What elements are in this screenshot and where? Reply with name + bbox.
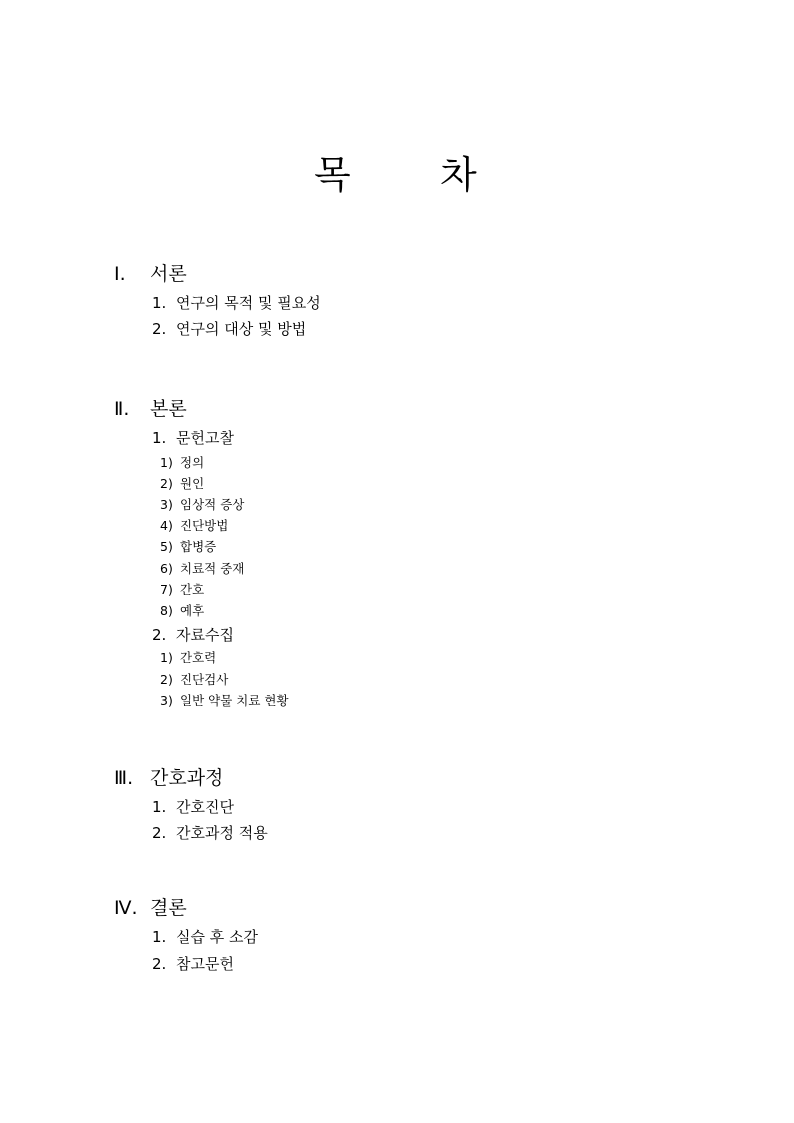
item-number: 8) [160, 603, 173, 618]
item-number: 2) [160, 476, 173, 491]
toc-subsection [152, 796, 234, 818]
section-label: 서론 [150, 263, 187, 285]
subsection-label: 연구의 대상 및 방법 [176, 320, 307, 338]
item-number: 4) [160, 518, 173, 533]
subsection-label: 연구의 목적 및 필요성 [176, 294, 321, 312]
item-label: 진단방법 [180, 518, 229, 533]
item-label: 정의 [180, 455, 205, 470]
subsection-number: 2. [152, 320, 167, 338]
toc-subsection [152, 822, 268, 844]
section-number: Ⅲ. [114, 767, 134, 789]
section-number: Ⅳ. [114, 897, 138, 919]
item-number: 5) [160, 539, 173, 554]
toc-item [160, 496, 244, 514]
item-label: 합병증 [180, 539, 217, 554]
toc-subsection [152, 292, 321, 314]
subsection-number: 2. [152, 955, 167, 973]
toc-item [160, 475, 204, 493]
subsection-number: 1. [152, 928, 167, 946]
item-number: 2) [160, 672, 173, 687]
toc-item [160, 692, 289, 710]
item-number: 1) [160, 650, 173, 665]
item-number: 3) [160, 497, 173, 512]
subsection-label: 실습 후 소감 [176, 928, 258, 946]
section-label: 간호과정 [150, 767, 224, 789]
subsection-number: 1. [152, 429, 167, 447]
toc-subsection [152, 953, 234, 975]
item-label: 임상적 증상 [180, 497, 245, 512]
item-number: 1) [160, 455, 173, 470]
subsection-label: 간호과정 적용 [176, 824, 268, 842]
toc-item [160, 454, 204, 472]
subsection-label: 참고문헌 [176, 955, 234, 973]
section-number: Ⅱ. [114, 398, 130, 420]
toc-title-char-2: 차 [440, 153, 477, 197]
item-number: 6) [160, 561, 173, 576]
toc-subsection [152, 318, 306, 340]
section-label: 본론 [150, 398, 187, 420]
toc-subsection [152, 427, 234, 449]
subsection-label: 문헌고찰 [176, 429, 234, 447]
toc-item [160, 560, 244, 578]
toc-subsection [152, 624, 234, 646]
subsection-label: 간호진단 [176, 798, 234, 816]
item-label: 진단검사 [180, 672, 229, 687]
toc-item [160, 517, 228, 535]
subsection-number: 1. [152, 798, 167, 816]
toc-section-3 [114, 765, 223, 791]
section-number: Ⅰ. [114, 263, 126, 285]
toc-subsection [152, 926, 258, 948]
toc-title-char-1: 목 [314, 153, 351, 197]
item-label: 간호력 [180, 650, 217, 665]
subsection-number: 1. [152, 294, 167, 312]
toc-section-1 [114, 261, 187, 287]
toc-title [0, 150, 794, 200]
toc-item [160, 602, 204, 620]
item-label: 원인 [180, 476, 205, 491]
toc-item [160, 671, 228, 689]
item-label: 치료적 중재 [180, 561, 245, 576]
item-label: 예후 [180, 603, 205, 618]
toc-section-4 [114, 895, 187, 921]
subsection-number: 2. [152, 824, 167, 842]
item-number: 3) [160, 693, 173, 708]
toc-item [160, 538, 216, 556]
section-label: 결론 [150, 897, 187, 919]
subsection-number: 2. [152, 626, 167, 644]
subsection-label: 자료수집 [176, 626, 234, 644]
item-number: 7) [160, 582, 173, 597]
toc-item [160, 649, 216, 667]
toc-item [160, 581, 204, 599]
item-label: 일반 약물 치료 현황 [180, 693, 289, 708]
toc-section-2 [114, 396, 187, 422]
item-label: 간호 [180, 582, 205, 597]
